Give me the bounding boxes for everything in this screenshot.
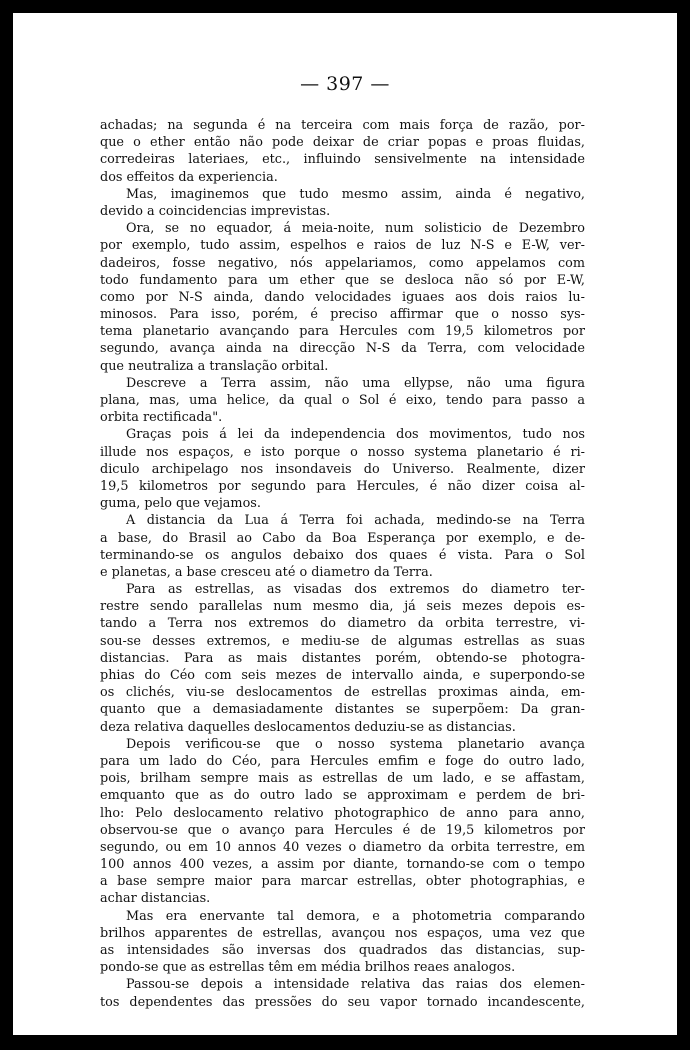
text-line: restre sendo parallelas num mesmo dia, já seis mezes depois es- (100, 599, 585, 615)
text-line: achar distancias. (100, 891, 211, 907)
text-line: Ora, se no equador, á meia-noite, num solisticio de Dezembro (126, 221, 585, 237)
text-line: e planetas, a base cresceu até o diametro da Terra. (100, 564, 433, 580)
page-number: — 397 — (300, 73, 390, 95)
body-text (100, 117, 585, 1011)
text-line: observou-se que o avanço para Hercules é de 19,5 kilometros por (100, 822, 585, 838)
text-line: terminando-se os angulos debaixo dos quaes é vista. Para o Sol (100, 547, 585, 563)
text-line: devido a coincidencias imprevistas. (100, 203, 331, 219)
text-line: plana, mas, uma helice, da qual o Sol é eixo, tendo para passo a (100, 393, 585, 408)
text-line: guma, pelo que vejamos. (100, 496, 261, 512)
text-line: Graças pois á lei da independencia dos movimentos, tudo nos (126, 427, 585, 443)
text-line: as intensidades são inversas dos quadrados das distancias, sup- (100, 943, 585, 958)
text-line: lho: Pelo deslocamento relativo photographico de anno para anno, (100, 805, 585, 821)
text-line: phias do Céo com seis mezes de intervallo ainda, e superpondo-se (100, 668, 585, 683)
text-line: os clichés, viu-se deslocamentos de estrellas proximas ainda, em- (100, 685, 585, 701)
text-line: dos effeitos da experiencia. (100, 169, 278, 185)
text-line: Passou-se depois a intensidade relativa das raias dos elemen- (126, 977, 585, 993)
text-line: que neutraliza a translação orbital. (100, 358, 329, 374)
text-line: corredeiras lateriaes, etc., influindo sensivelmente na intensidade (100, 152, 585, 168)
text-line: achadas; na segunda é na terceira com mais força de razão, por- (100, 118, 585, 133)
text-line: pois, brilham sempre mais as estrellas de um lado, e se affastam, (100, 771, 585, 787)
text-line: orbita rectificada". (100, 410, 223, 426)
text-line: para um lado do Céo, para Hercules emfim e foge do outro lado, (100, 753, 585, 769)
text-line: todo fundamento para um ether que se desloca não só por E-W, (100, 272, 585, 288)
text-line: segundo, ou em 10 annos 40 vezes o diametro da orbita terrestre, em (100, 839, 585, 855)
text-line: Descreve a Terra assim, não uma ellypse, não uma figura (126, 375, 585, 391)
text-line: sou-se desses extremos, e mediu-se de algumas estrellas as suas (100, 633, 585, 649)
text-line: segundo, avança ainda na direcção N-S da Terra, com velocidade (100, 341, 585, 357)
text-line: tema planetario avançando para Hercules com 19,5 kilometros por (100, 324, 585, 340)
text-line: 19,5 kilometros por segundo para Hercules, é não dizer coisa al- (100, 478, 585, 494)
text-line: por exemplo, tudo assim, espelhos e raios de luz N-S e E-W, ver- (100, 238, 585, 254)
text-line: tos dependentes das pressões do seu vapor tornado incandescente, (100, 994, 585, 1010)
text-line: deza relativa daquelles deslocamentos deduziu-se as distancias. (100, 719, 516, 735)
text-line: diculo archipelago nos insondaveis do Universo. Realmente, dizer (100, 461, 585, 477)
text-line: minosos. Para isso, porém, é preciso affirmar que o nosso sys- (100, 307, 585, 323)
text-line: 100 annos 400 vezes, a assim por diante, tornando-se com o tempo (100, 857, 585, 873)
text-line: Mas era enervante tal demora, e a photometria comparando (126, 908, 585, 924)
text-line: dadeiros, fosse negativo, nós appelariamos, como appelamos com (100, 255, 585, 271)
scanned-page (13, 13, 677, 1035)
text-line: distancias. Para as mais distantes porém, obtendo-se photogra- (100, 650, 585, 666)
text-line: como por N-S ainda, dando velocidades iguaes aos dois raios lu- (100, 289, 585, 305)
text-line: pondo-se que as estrellas têm em média brilhos reaes analogos. (100, 960, 516, 976)
text-line: Mas, imaginemos que tudo mesmo assim, ainda é negativo, (126, 186, 585, 202)
text-line: A distancia da Lua á Terra foi achada, medindo-se na Terra (126, 513, 585, 529)
text-line: tando a Terra nos extremos do diametro da orbita terrestre, vi- (100, 616, 585, 632)
text-line: que o ether então não pode deixar de criar popas e proas fluidas, (100, 135, 585, 151)
text-line: quanto que a demasiadamente distantes se superpõem: Da gran- (100, 702, 585, 718)
text-line: emquanto que as do outro lado se approximam e perdem de bri- (100, 788, 585, 804)
text-line: a base sempre maior para marcar estrellas, obter photographias, e (100, 874, 585, 890)
text-line: illude nos espaços, e isto porque o nosso systema planetario é ri- (100, 444, 585, 460)
text-line: Depois verificou-se que o nosso systema planetario avança (126, 736, 585, 752)
text-line: Para as estrellas, as visadas dos extremos do diametro ter- (126, 582, 585, 598)
text-line: a base, do Brasil ao Cabo da Boa Esperança por exemplo, e de- (100, 530, 585, 546)
text-line: brilhos apparentes de estrellas, avançou nos espaços, uma vez que (100, 925, 585, 941)
